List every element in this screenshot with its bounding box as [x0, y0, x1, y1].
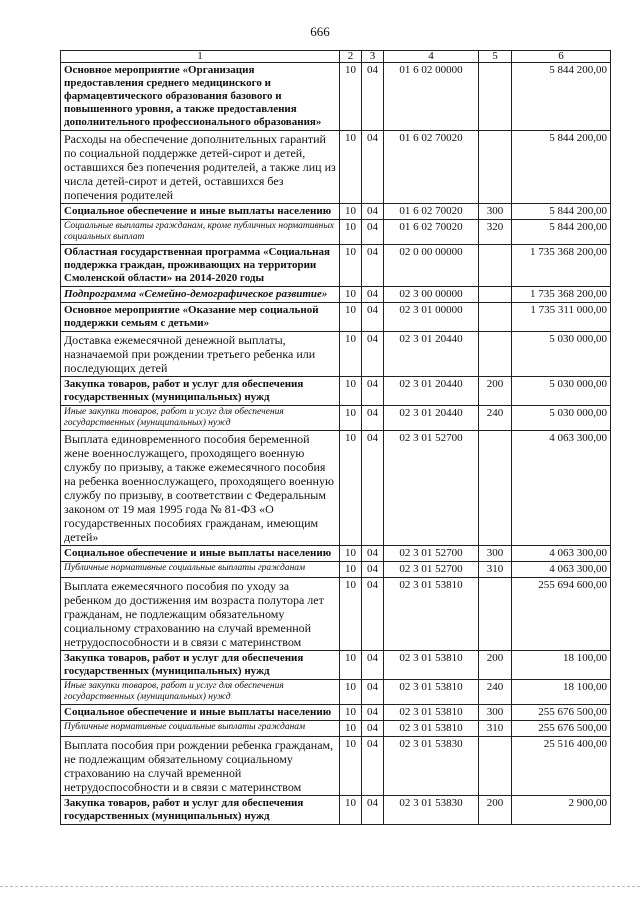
amount-cell: 5 030 000,00	[512, 406, 611, 431]
row-name-cell: Социальное обеспечение и иные выплаты населению	[61, 204, 340, 220]
amount-cell: 5 030 000,00	[512, 377, 611, 406]
amount-cell: 4 063 300,00	[512, 562, 611, 578]
expense-type-cell	[479, 63, 512, 131]
subsection-code-cell: 04	[362, 578, 384, 651]
table-header-row	[61, 51, 611, 63]
section-code-cell: 10	[340, 705, 362, 721]
section-code-cell: 10	[340, 245, 362, 287]
section-code-cell: 10	[340, 546, 362, 562]
expense-type-cell: 200	[479, 651, 512, 680]
subsection-code-cell: 04	[362, 245, 384, 287]
section-code-cell: 10	[340, 651, 362, 680]
table-row	[61, 562, 611, 578]
table-row	[61, 406, 611, 431]
target-article-cell: 02 3 01 20440	[384, 377, 479, 406]
section-code-cell: 10	[340, 377, 362, 406]
target-article-cell: 02 3 01 53830	[384, 737, 479, 796]
header-col-3: 3	[362, 51, 384, 63]
target-article-cell: 02 3 00 00000	[384, 287, 479, 303]
table-row	[61, 377, 611, 406]
section-code-cell: 10	[340, 220, 362, 245]
budget-table	[60, 50, 611, 825]
target-article-cell: 01 6 02 00000	[384, 63, 479, 131]
subsection-code-cell: 04	[362, 651, 384, 680]
row-name-cell: Доставка ежемесячной денежной выплаты, назначаемой при рождении третьего ребенка или последующих детей	[61, 332, 340, 377]
table-row	[61, 220, 611, 245]
expense-type-cell	[479, 578, 512, 651]
row-name-cell: Иные закупки товаров, работ и услуг для обеспечения государственных (муниципальных) нужд	[61, 680, 340, 705]
section-code-cell: 10	[340, 578, 362, 651]
table-row	[61, 431, 611, 546]
subsection-code-cell: 04	[362, 796, 384, 825]
subsection-code-cell: 04	[362, 204, 384, 220]
expense-type-cell	[479, 131, 512, 204]
target-article-cell: 02 3 01 53810	[384, 705, 479, 721]
table-row	[61, 131, 611, 204]
subsection-code-cell: 04	[362, 680, 384, 705]
amount-cell: 5 844 200,00	[512, 63, 611, 131]
row-name-cell: Расходы на обеспечение дополнительных гарантий по социальной поддержке детей-сирот и детей, оставшихся без попечения родителей, а также лиц из числа детей-сирот и детей, оставшихся без попечения родителей	[61, 131, 340, 204]
table-row	[61, 245, 611, 287]
section-code-cell: 10	[340, 287, 362, 303]
expense-type-cell: 240	[479, 680, 512, 705]
amount-cell: 5 030 000,00	[512, 332, 611, 377]
target-article-cell: 02 3 01 53830	[384, 796, 479, 825]
row-name-cell: Иные закупки товаров, работ и услуг для обеспечения государственных (муниципальных) нужд	[61, 406, 340, 431]
amount-cell: 255 676 500,00	[512, 721, 611, 737]
header-col-2: 2	[340, 51, 362, 63]
table-row	[61, 680, 611, 705]
expense-type-cell: 200	[479, 796, 512, 825]
subsection-code-cell: 04	[362, 287, 384, 303]
subsection-code-cell: 04	[362, 705, 384, 721]
section-code-cell: 10	[340, 332, 362, 377]
header-col-5: 5	[479, 51, 512, 63]
target-article-cell: 02 3 01 53810	[384, 680, 479, 705]
row-name-cell: Выплата ежемесячного пособия по уходу за ребенком до достижения им возраста полутора лет гражданам, не подлежащим обязательному социальному страхованию на случай временной нетрудоспособности и в связи с материнством	[61, 578, 340, 651]
table-row	[61, 63, 611, 131]
target-article-cell: 02 3 01 52700	[384, 546, 479, 562]
section-code-cell: 10	[340, 680, 362, 705]
row-name-cell: Основное мероприятие «Организация предоставления среднего медицинского и фармацевтического образования базового и повышенного уровня, а также предоставления дополнительного профессионального образования»	[61, 63, 340, 131]
subsection-code-cell: 04	[362, 131, 384, 204]
target-article-cell: 02 3 01 20440	[384, 332, 479, 377]
expense-type-cell: 200	[479, 377, 512, 406]
amount-cell: 255 676 500,00	[512, 705, 611, 721]
amount-cell: 18 100,00	[512, 651, 611, 680]
amount-cell: 5 844 200,00	[512, 131, 611, 204]
section-code-cell: 10	[340, 721, 362, 737]
table-row	[61, 332, 611, 377]
table-row	[61, 287, 611, 303]
table-row	[61, 204, 611, 220]
header-col-4: 4	[384, 51, 479, 63]
expense-type-cell	[479, 737, 512, 796]
subsection-code-cell: 04	[362, 377, 384, 406]
target-article-cell: 01 6 02 70020	[384, 204, 479, 220]
target-article-cell: 02 3 01 53810	[384, 721, 479, 737]
row-name-cell: Подпрограмма «Семейно-демографическое развитие»	[61, 287, 340, 303]
subsection-code-cell: 04	[362, 546, 384, 562]
table-row	[61, 737, 611, 796]
subsection-code-cell: 04	[362, 737, 384, 796]
row-name-cell: Социальное обеспечение и иные выплаты населению	[61, 546, 340, 562]
row-name-cell: Закупка товаров, работ и услуг для обеспечения государственных (муниципальных) нужд	[61, 651, 340, 680]
target-article-cell: 02 3 01 52700	[384, 562, 479, 578]
table-row	[61, 303, 611, 332]
table-row	[61, 721, 611, 737]
section-code-cell: 10	[340, 562, 362, 578]
amount-cell: 4 063 300,00	[512, 546, 611, 562]
section-code-cell: 10	[340, 406, 362, 431]
subsection-code-cell: 04	[362, 431, 384, 546]
expense-type-cell: 320	[479, 220, 512, 245]
page-bottom-divider	[0, 886, 640, 888]
table-row	[61, 651, 611, 680]
amount-cell: 25 516 400,00	[512, 737, 611, 796]
target-article-cell: 02 3 01 20440	[384, 406, 479, 431]
table-row	[61, 705, 611, 721]
target-article-cell: 02 3 01 53810	[384, 651, 479, 680]
expense-type-cell: 300	[479, 204, 512, 220]
table-row	[61, 546, 611, 562]
row-name-cell: Закупка товаров, работ и услуг для обеспечения государственных (муниципальных) нужд	[61, 377, 340, 406]
amount-cell: 4 063 300,00	[512, 431, 611, 546]
table-body	[61, 63, 611, 825]
subsection-code-cell: 04	[362, 303, 384, 332]
target-article-cell: 02 3 01 52700	[384, 431, 479, 546]
section-code-cell: 10	[340, 796, 362, 825]
section-code-cell: 10	[340, 204, 362, 220]
table-row	[61, 578, 611, 651]
amount-cell: 1 735 311 000,00	[512, 303, 611, 332]
row-name-cell: Социальные выплаты гражданам, кроме публичных нормативных социальных выплат	[61, 220, 340, 245]
row-name-cell: Выплата пособия при рождении ребенка гражданам, не подлежащим обязательному социальному страхованию на случай временной нетрудоспособности и в связи с материнством	[61, 737, 340, 796]
amount-cell: 255 694 600,00	[512, 578, 611, 651]
expense-type-cell: 300	[479, 705, 512, 721]
row-name-cell: Социальное обеспечение и иные выплаты населению	[61, 705, 340, 721]
section-code-cell: 10	[340, 431, 362, 546]
header-col-6: 6	[512, 51, 611, 63]
target-article-cell: 02 3 01 00000	[384, 303, 479, 332]
target-article-cell: 01 6 02 70020	[384, 131, 479, 204]
section-code-cell: 10	[340, 303, 362, 332]
row-name-cell: Публичные нормативные социальные выплаты гражданам	[61, 721, 340, 737]
amount-cell: 5 844 200,00	[512, 220, 611, 245]
amount-cell: 2 900,00	[512, 796, 611, 825]
row-name-cell: Закупка товаров, работ и услуг для обеспечения государственных (муниципальных) нужд	[61, 796, 340, 825]
expense-type-cell	[479, 245, 512, 287]
amount-cell: 1 735 368 200,00	[512, 245, 611, 287]
expense-type-cell	[479, 287, 512, 303]
page-number: 666	[310, 24, 330, 39]
amount-cell: 5 844 200,00	[512, 204, 611, 220]
expense-type-cell: 300	[479, 546, 512, 562]
expense-type-cell: 240	[479, 406, 512, 431]
subsection-code-cell: 04	[362, 562, 384, 578]
amount-cell: 1 735 368 200,00	[512, 287, 611, 303]
section-code-cell: 10	[340, 737, 362, 796]
subsection-code-cell: 04	[362, 721, 384, 737]
section-code-cell: 10	[340, 63, 362, 131]
subsection-code-cell: 04	[362, 220, 384, 245]
subsection-code-cell: 04	[362, 406, 384, 431]
header-col-1: 1	[61, 51, 340, 63]
expense-type-cell	[479, 431, 512, 546]
row-name-cell: Областная государственная программа «Социальная поддержка граждан, проживающих на территории Смоленской области» на 2014-2020 годы	[61, 245, 340, 287]
subsection-code-cell: 04	[362, 63, 384, 131]
subsection-code-cell: 04	[362, 332, 384, 377]
row-name-cell: Выплата единовременного пособия беременной жене военнослужащего, проходящего военную службу по призыву, а также ежемесячного пособия на ребенка военнослужащего, проходящего военную службу по призыву, в соответствии с Федеральным законом от 19 мая 1995 года № 81-ФЗ «О государственных пособиях гражданам, имеющим детей»	[61, 431, 340, 546]
expense-type-cell: 310	[479, 721, 512, 737]
row-name-cell: Публичные нормативные социальные выплаты гражданам	[61, 562, 340, 578]
row-name-cell: Основное мероприятие «Оказание мер социальной поддержки семьям с детьми»	[61, 303, 340, 332]
expense-type-cell	[479, 332, 512, 377]
expense-type-cell	[479, 303, 512, 332]
table-row	[61, 796, 611, 825]
expense-type-cell: 310	[479, 562, 512, 578]
target-article-cell: 02 0 00 00000	[384, 245, 479, 287]
amount-cell: 18 100,00	[512, 680, 611, 705]
section-code-cell: 10	[340, 131, 362, 204]
target-article-cell: 02 3 01 53810	[384, 578, 479, 651]
target-article-cell: 01 6 02 70020	[384, 220, 479, 245]
